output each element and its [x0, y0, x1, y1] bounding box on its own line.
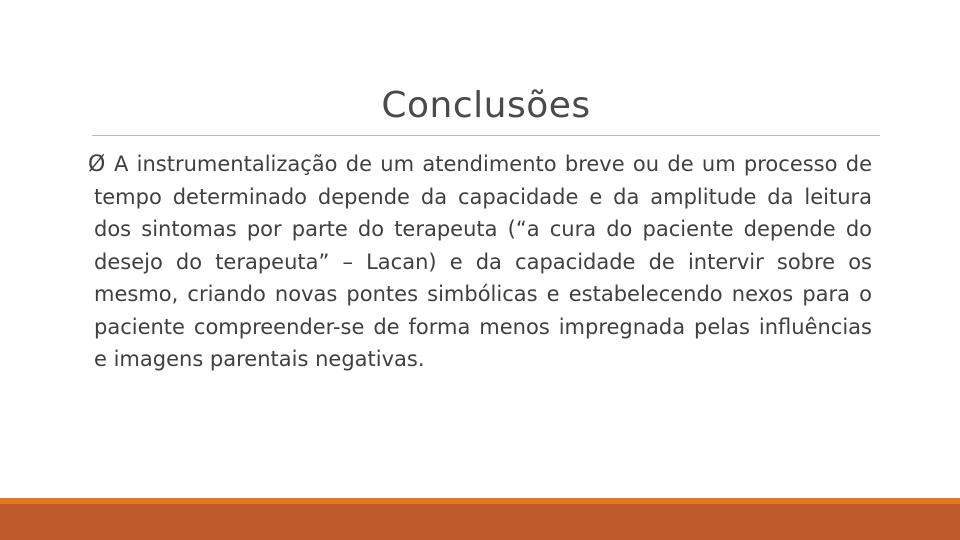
bullet-item — [88, 148, 872, 376]
footer-bar — [0, 504, 960, 540]
arrow-bullet-icon: Ø — [88, 152, 106, 177]
title-divider — [92, 135, 880, 136]
bullet-text: A instrumentalização de um atendimento breve ou de um processo de tempo determinado depende da capacidade e da amplitude da leitura dos sintomas por parte do terapeuta (“a cura do paciente depende do desejo do terapeuta” – Lacan) e da capacidade de intervir sobre os mesmo, criando novas pontes simbólicas e estabelecendo nexos para o paciente compreender-se de forma menos impregnada pelas influências e imagens parentais negativas. — [94, 152, 872, 371]
slide-title: Conclusões — [381, 85, 591, 126]
